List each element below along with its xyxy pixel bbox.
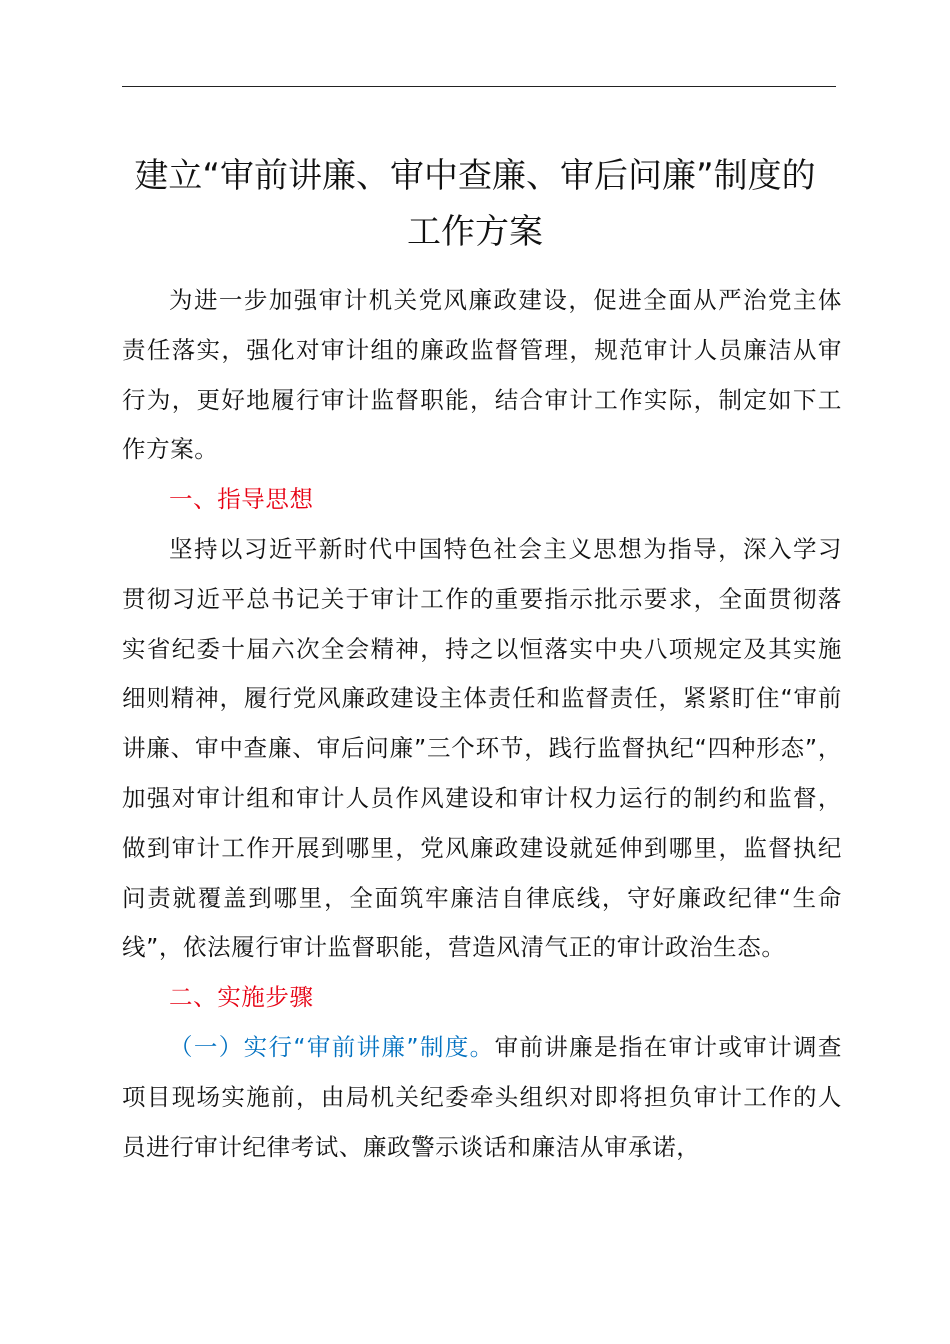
header-rule: [122, 86, 836, 87]
section-1-heading: 一、指导思想: [169, 485, 314, 514]
title-line-1: 建立“审前讲廉、审中查廉、审后问廉”制度的: [134, 156, 816, 196]
title-line-2: 工作方案: [407, 212, 543, 252]
section-2-sub-1-label: （一）实行“审前讲廉”制度。: [169, 1032, 495, 1061]
section-2-sub-1-text: 审前讲廉是指在审计或审计调查项目现场实施前，由局机关纪委牵头组织对即将担负审计工作的人员进行审计纪律考试、廉政警示谈话和廉洁从审承诺，: [122, 1032, 842, 1161]
document-title: [100, 148, 850, 260]
document-body: [122, 276, 842, 1172]
section-2-heading: 二、实施步骤: [169, 983, 314, 1012]
section-2-sub-1-paragraph: [122, 1023, 842, 1172]
intro-paragraph: 为进一步加强审计机关党风廉政建设，促进全面从严治党主体责任落实，强化对审计组的廉政监督管理，规范审计人员廉洁从审行为，更好地履行审计监督职能，结合审计工作实际，制定如下工作方案。: [122, 286, 842, 464]
section-1-paragraph: 坚持以习近平新时代中国特色社会主义思想为指导，深入学习贯彻习近平总书记关于审计工作的重要指示批示要求，全面贯彻落实省纪委十届六次全会精神，持之以恒落实中央八项规定及其实施细则精神，履行党风廉政建设主体责任和监督责任，紧紧盯住“审前讲廉、审中查廉、审后问廉”三个环节，践行监督执纪“四种形态”，加强对审计组和审计人员作风建设和审计权力运行的制约和监督，做到审计工作开展到哪里，党风廉政建设就延伸到哪里，监督执纪问责就覆盖到哪里，全面筑牢廉洁自律底线，守好廉政纪律“生命线”，依法履行审计监督职能，营造风清气正的审计政治生态。: [122, 534, 842, 962]
